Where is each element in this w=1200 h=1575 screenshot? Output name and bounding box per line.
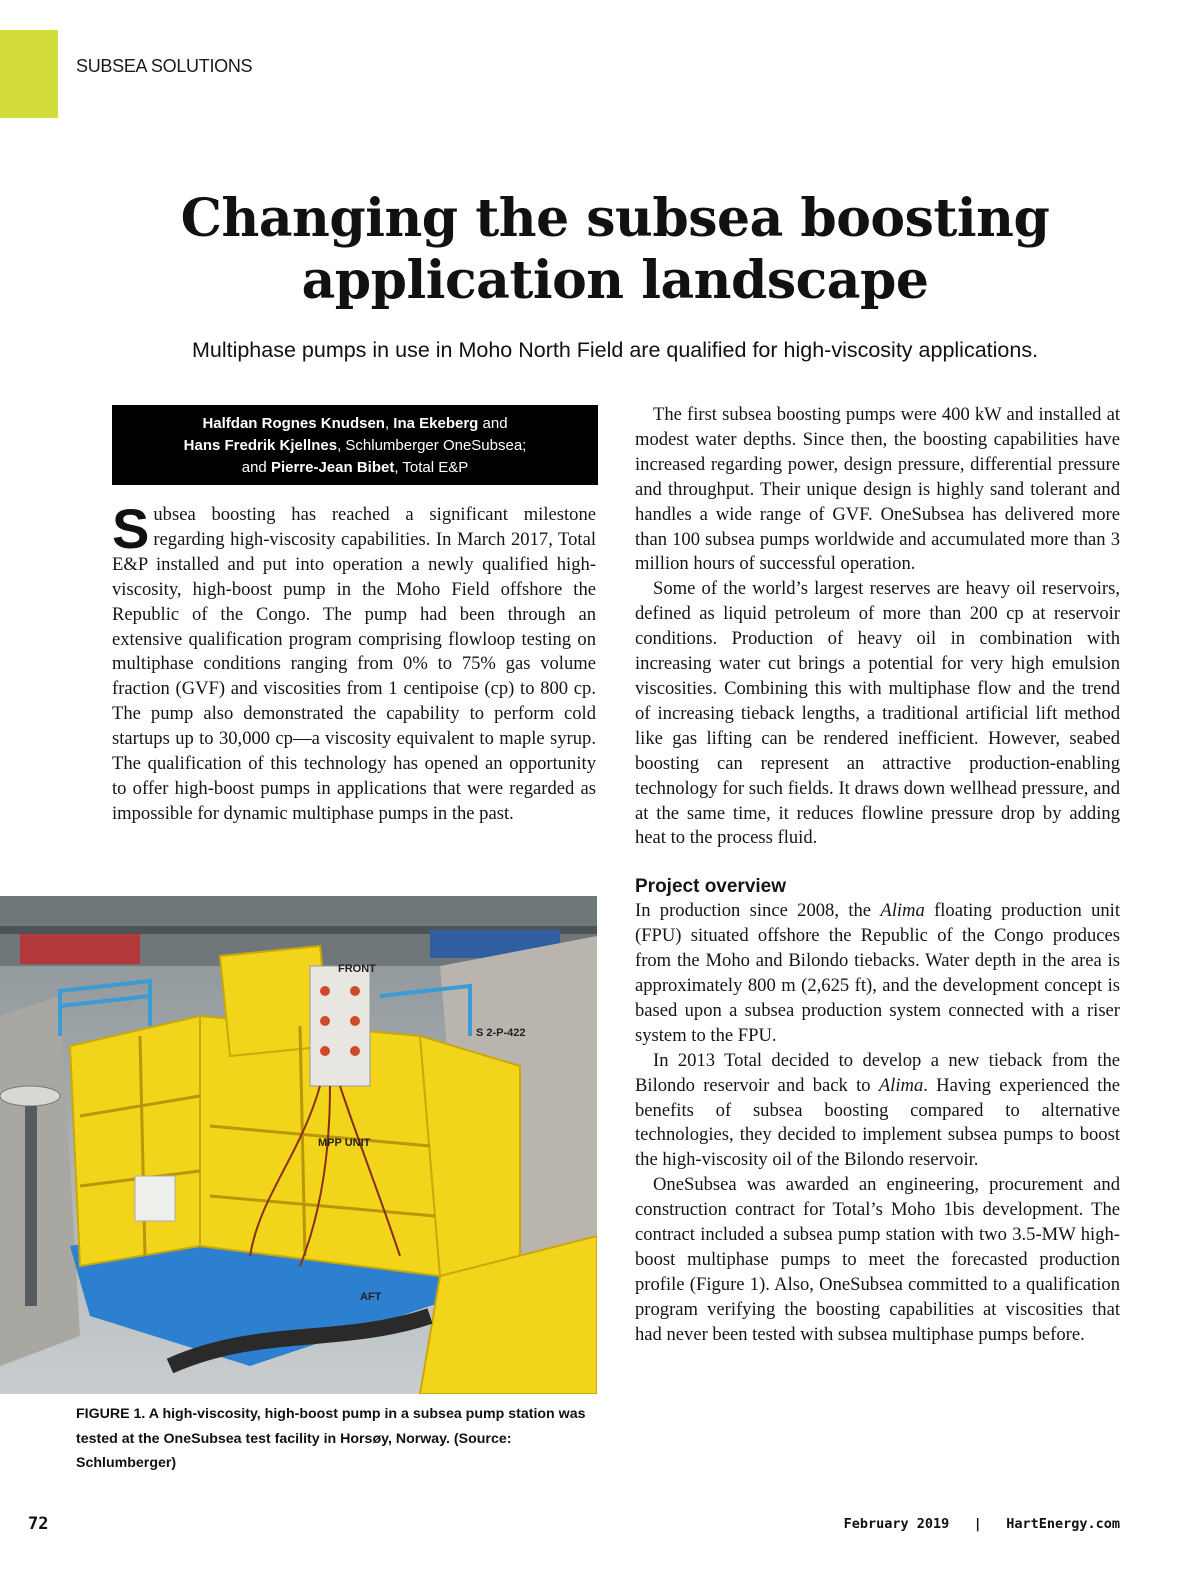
paragraph-text: ubsea boosting has reached a significant milestone regarding high-viscosity capabilities. In March 2017, Total E&P installed and put into operation a newly qualified high-viscosity, high-boost pump in the Moho Field offshore the Republic of the Congo. The pump had been through an extensive qualification program comprising flowloop testing on multiphase conditions ranging from 0% to 75% gas volume fraction (GVF) and viscosities from 1 centipoise (cp) to 800 cp. The pump also demonstrated the capability to perform cold startups up to 30,000 cp—a viscosity equivalent to maple syrup. The qualification of this technology has opened an opportunity to offer high-boost pumps in applications that were regarded as impossible for dynamic multiphase pumps in the past.: [112, 504, 596, 824]
paragraph-text: floating production unit (FPU) situated offshore the Republic of the Congo produces from the Moho and Bilondo tiebacks. Water depth in the area is approximately 800 m (2,625 ft), and the development concept is based upon a subsea production system connected with a riser system to the FPU.: [635, 900, 1121, 1046]
section-heading: Project overview: [635, 876, 787, 898]
article-title: [60, 188, 1170, 312]
figure-1-photo: [0, 896, 597, 1394]
byline-text: ,: [384, 415, 394, 432]
title-line-2: application landscape: [301, 250, 929, 311]
body-column-right: [635, 403, 1120, 1348]
footer-issue-info: [844, 1516, 1120, 1532]
byline-affiliation: , Schlumberger OneSubsea;: [337, 437, 527, 454]
body-paragraph: The first subsea boosting pumps were 400 kW and installed at modest water depths. Since then, the boosting capabilities have increased regarding power, design pressure, differential pressure and throughput. Their unique design is highly sand tolerant and handles a wide range of GVF. OneSubsea has delivered more than 100 subsea pumps worldwide and accumulated more than 3 million hours of successful operation.: [635, 404, 1120, 575]
footer-site: HartEnergy.com: [1006, 1516, 1120, 1532]
author-name: Pierre-Jean Bibet: [270, 459, 395, 476]
byline-box: [112, 405, 598, 485]
body-paragraph: [635, 1049, 1120, 1174]
vessel-name: Alima: [880, 900, 925, 922]
photo-label-front: FRONT: [338, 963, 376, 975]
footer-date: February 2019: [843, 1516, 950, 1532]
title-line-1: Changing the subsea boosting: [180, 188, 1050, 249]
author-name: Ina Ekeberg: [393, 415, 479, 432]
author-name: Hans Fredrik Kjellnes: [183, 437, 338, 454]
body-paragraph: OneSubsea was awarded an engineering, procurement and construction contract for Total’s Moho 1bis development. The contract included a subsea pump station with two 3.5-MW high-boost multiphase pumps to meet the forecasted production profile (Figure 1). Also, OneSubsea committed to a qualification program verifying the boosting capabilities at viscosities that had never been tested with subsea multiphase pumps before.: [635, 1174, 1120, 1345]
body-paragraph: [635, 899, 1120, 1048]
article-subtitle: Multiphase pumps in use in Moho North Field are qualified for high-viscosity applications.: [191, 338, 1039, 362]
byline-text: and: [478, 415, 508, 432]
page-number: 72: [28, 1514, 49, 1534]
body-column-left: [112, 497, 596, 827]
body-paragraph: [112, 497, 596, 827]
vessel-name: Alima: [878, 1074, 924, 1096]
section-color-tab: [0, 30, 58, 118]
footer-separator: |: [973, 1516, 982, 1532]
byline-text: and: [241, 459, 271, 476]
byline-affiliation: , Total E&P: [394, 459, 469, 476]
drop-cap: S: [112, 497, 150, 560]
pump-station-illustration: [0, 896, 597, 1394]
figure-caption: FIGURE 1. A high-viscosity, high-boost pump in a subsea pump station was tested at the OneSubsea test facility in Horsøy, Norway. (Source: Schlumberger): [76, 1406, 586, 1471]
paragraph-text: In 2013 Total decided to develop a new tieback from the Bilondo reservoir and back to: [635, 1049, 1120, 1096]
body-paragraph: Some of the world’s largest reserves are heavy oil reservoirs, defined as liquid petroleum of more than 200 cp at reservoir conditions. Production of heavy oil in combination with increasing water cut brings a potential for very high emulsion viscosities. Combining this with multiphase flow and the trend of increasing tieback lengths, a traditional artificial lift method like gas lifting can be rendered inefficient. However, seabed boosting can represent an attractive production-enabling technology for such fields. It draws down wellhead pressure, and at the same time, it reduces flowline pressure drop by adding heat to the process fluid.: [635, 578, 1120, 849]
photo-label-tag: S 2-P-422: [476, 1027, 526, 1039]
photo-label-aft: AFT: [360, 1291, 382, 1303]
section-label: SUBSEA SOLUTIONS: [76, 56, 253, 76]
author-name: Halfdan Rognes Knudsen: [202, 415, 385, 432]
photo-label-mpp: MPP UNIT: [318, 1137, 371, 1149]
paragraph-text: . Having experienced the benefits of subsea boosting compared to alternative technologies, they decided to implement subsea pumps to boost the high-viscosity oil of the Bilondo reservoir.: [635, 1074, 1121, 1171]
paragraph-text: In production since 2008, the: [635, 900, 881, 922]
